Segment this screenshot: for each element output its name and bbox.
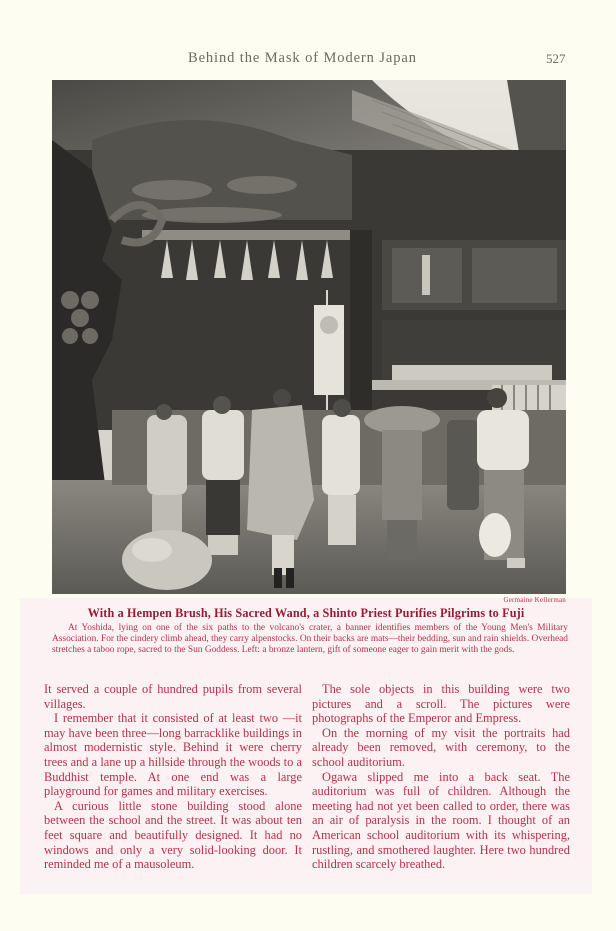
article-column-left bbox=[44, 682, 302, 872]
running-title: Behind the Mask of Modern Japan bbox=[188, 50, 417, 66]
article-column-right bbox=[312, 682, 570, 872]
paragraph: The sole objects in this building were two pictures and a scroll. The pictures were photographs of the Emperor and Empress. bbox=[312, 682, 570, 726]
paragraph: On the morning of my visit the portraits had already been removed, with ceremony, to the school auditorium. bbox=[312, 725, 570, 769]
photo-credit: Germaine Kellerman bbox=[503, 596, 566, 604]
paragraph: Ogawa slipped me into a back seat. The auditorium was full of children. Although the meeting had not yet been called to order, there was an air of paralysis in the room. I thought of an American school auditorium with its whispering, rustling, and smothered laughter. Here two hundred children scarcely breathed. bbox=[312, 769, 570, 872]
running-head bbox=[0, 50, 616, 70]
paragraph: I remember that it consisted of at least two —it may have been three—long barracklike buildings in almost modernistic style. Behind it were cherry trees and a lane up a hillside through the woods to a Buddhist temple. At one end was a large playground for games and military exercises. bbox=[44, 711, 302, 799]
paragraph: A curious little stone building stood alone between the school and the street. It was about ten feet square and beautifully designed. It had no windows and only a very solid-looking door. It reminded me of a mausoleum. bbox=[44, 798, 302, 872]
shrine-photograph bbox=[52, 80, 566, 594]
caption-body: At Yoshida, lying on one of the six paths to the volcano's crater, a banner identifies members of the Young Men's Military Association. For the cindery climb ahead, they carry alpenstocks. On their backs are mats—their bedding, sun and rain shields. Overhead stretches a taboo rope, sacred to the Sun Goddess. Left: a bronze lantern, gift of someone eager to gain merit with the gods. bbox=[52, 623, 568, 655]
page-number: 527 bbox=[546, 51, 566, 66]
caption-title: With a Hempen Brush, His Sacred Wand, a Shinto Priest Purifies Pilgrims to Fuji bbox=[87, 606, 525, 620]
shrine-photograph-illustration bbox=[52, 80, 566, 594]
paragraph: It served a couple of hundred pupils from several villages. bbox=[44, 682, 302, 711]
